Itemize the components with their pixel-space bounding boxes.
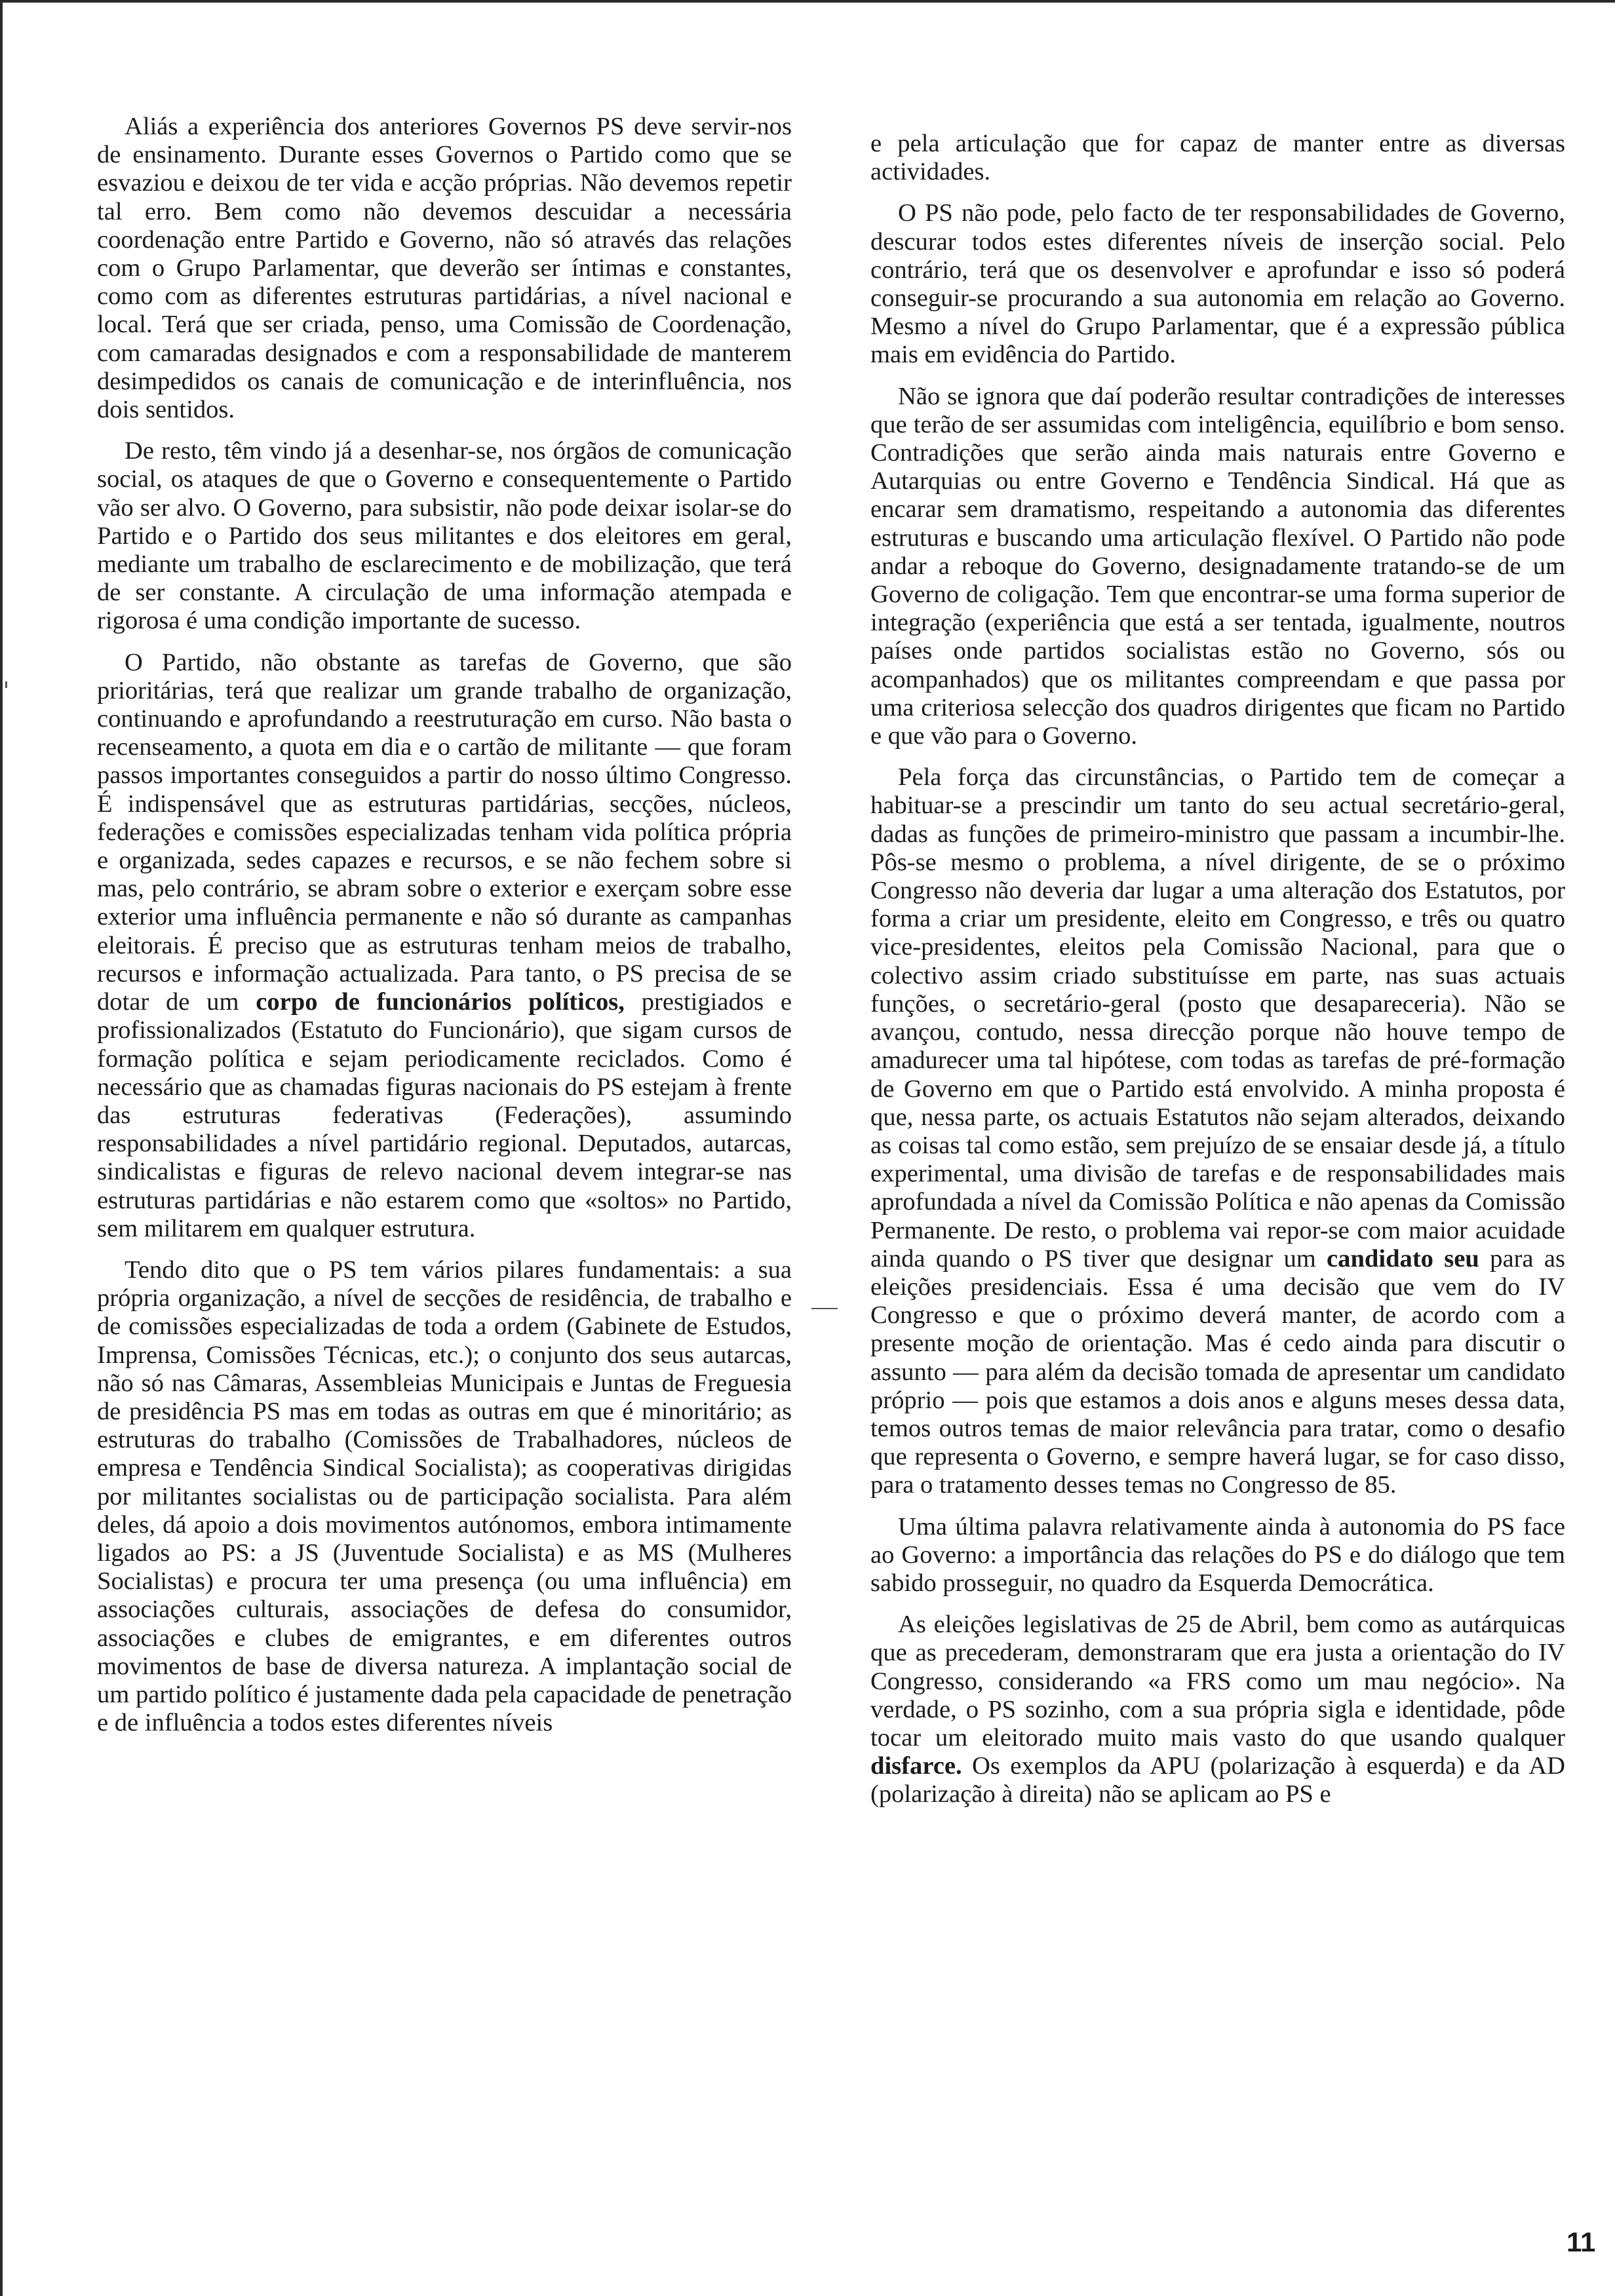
- paragraph-text: O Partido, não obstante as tarefas de Governo, que são prioritárias, terá que realizar um grande trabalho de organização, continuando e aprofundando a reestruturação em curso. Não basta o recenseamento, a quota em dia e o cartão de militante — que foram passos importantes conseguidos a partir do nosso último Congresso. É indispensável que as estruturas partidárias, secções, núcleos, federações e comissões especializadas tenham vida política própria e organizada, sedes capazes e recursos, e se não fechem sobre si mas, pelo contrário, se abram sobre o exterior e exerçam sobre esse exterior uma influência permanente e não só durante as campanhas eleitorais. É preciso que as estruturas tenham meios de trabalho, recursos e informação actualizada. Para tanto, o PS precisa de se dotar de um: [97, 648, 792, 1016]
- paragraph: e pela articulação que for capaz de manter entre as diversas actividades.: [870, 130, 1565, 186]
- bold-phrase: corpo de funcionários políticos,: [256, 988, 625, 1016]
- paragraph: [870, 763, 1565, 1499]
- bold-phrase: disfarce.: [870, 1752, 962, 1780]
- paragraph-text: para as eleições presidenciais. Essa é uma decisão que vem do IV Congresso e que o próximo deverá manter, de acordo com a presente moção de orientação. Mas é cedo ainda para discutir o assunto — para além da decisão tomada de apresentar um candidato próprio — pois que estamos a dois anos e alguns meses dessa data, temos outros temas de maior relevância para tratar, como o desafio que representa o Governo, e sempre haverá lugar, se for caso disso, para o tratamento desses temas no Congresso de 85.: [870, 1244, 1565, 1499]
- page-number: 11: [1566, 2227, 1596, 2257]
- paragraph: Aliás a experiência dos anteriores Governos PS deve servir-nos de ensinamento. Durante esses Governos o Partido como que se esvaziou e deixou de ter vida e acção próprias. Não devemos repetir tal erro. Bem como não devemos descuidar a necessária coordenação entre Partido e Governo, não só através das relações com o Grupo Parlamentar, que deverão ser íntimas e constantes, como com as diferentes estruturas partidárias, a nível nacional e local. Terá que ser criada, penso, uma Comissão de Coordenação, com camaradas designados e com a responsabilidade de manterem desimpedidos os canais de comunicação e de interinfluência, nos dois sentidos.: [97, 113, 792, 424]
- paragraph: [97, 649, 792, 1243]
- paragraph: [870, 1611, 1565, 1808]
- paragraph-text: prestigiados e profissionalizados (Estatuto do Funcionário), que sigam cursos de formação política e sejam periodicamente reciclados. Como é necessário que as chamadas figuras nacionais do PS estejam à frente das estruturas federativas (Federações), assumindo responsabilidades a nível partidário regional. Deputados, autarcas, sindicalistas e figuras de relevo nacional devem integrar-se nas estruturas partidárias e não estarem como que «soltos» no Partido, sem militarem em qualquer estrutura.: [97, 988, 792, 1242]
- page-top-border: [0, 0, 1615, 3]
- right-column: [870, 130, 1565, 1822]
- paragraph-text: As eleições legislativas de 25 de Abril, bem como as autárquicas que as precederam, demonstraram que era justa a orientação do IV Congresso, considerando «a FRS como um mau negócio». Na verdade, o PS sozinho, com a sua própria sigla e identidade, pôde tocar um eleitorado muito mais vasto do que usando qualquer: [870, 1611, 1565, 1751]
- page-left-border: [0, 0, 3, 2296]
- paragraph: O PS não pode, pelo facto de ter responsabilidades de Governo, descurar todos estes diferentes níveis de inserção social. Pelo contrário, terá que os desenvolver e aprofundar e isso só poderá conseguir-se procurando a sua autonomia em relação ao Governo. Mesmo a nível do Grupo Parlamentar, que é a expressão pública mais em evidência do Partido.: [870, 199, 1565, 369]
- paragraph: De resto, têm vindo já a desenhar-se, nos órgãos de comunicação social, os ataques de que o Governo e consequentemente o Partido vão ser alvo. O Governo, para subsistir, não pode deixar isolar-se do Partido e o Partido dos seus militantes e dos eleitores em geral, mediante um trabalho de esclarecimento e de mobilização, que terá de ser constante. A circulação de uma informação atempada e rigorosa é uma condição importante de sucesso.: [97, 437, 792, 635]
- bold-phrase: candidato seu: [1327, 1244, 1479, 1272]
- left-column: [97, 113, 792, 1750]
- paragraph: Não se ignora que daí poderão resultar contradições de interesses que terão de ser assumidas com inteligência, equilíbrio e bom senso. Contradições que serão ainda mais naturais entre Governo e Autarquias ou entre Governo e Tendência Sindical. Há que as encarar sem dramatismo, respeitando a autonomia das diferentes estruturas e buscando uma articulação flexível. O Partido não pode andar a reboque do Governo, designadamente tratando-se de um Governo de coligação. Tem que encontrar-se uma forma superior de integração (experiência que está a ser tentada, igualmente, noutros países onde partidos socialistas estão no Governo, sós ou acompanhados) que os militantes compreendam e que passa por uma criteriosa selecção dos quadros dirigentes que ficam no Partido e que vão para o Governo.: [870, 382, 1565, 750]
- scan-mark: [811, 1308, 838, 1309]
- paragraph-text: Pela força das circunstâncias, o Partido tem de começar a habituar-se a prescindir um tanto do seu actual secretário-geral, dadas as funções de primeiro-ministro que passam a incumbir-lhe. Pôs-se mesmo o problema, a nível dirigente, de se o próximo Congresso não deveria dar lugar a uma alteração dos Estatutos, por forma a criar um presidente, eleito em Congresso, e três ou quatro vice-presidentes, eleitos pela Comissão Nacional, para que o colectivo assim criado substituísse em parte, nas suas actuais funções, o secretário-geral (posto que desapareceria). Não se avançou, contudo, nessa direcção porque não houve tempo de amadurecer uma tal hipótese, com todas as tarefas de pré-formação de Governo em que o Partido está envolvido. A minha proposta é que, nessa parte, os actuais Estatutos não sejam alterados, deixando as coisas tal como estão, sem prejuízo de se ensaiar desde já, a título experimental, uma divisão de tarefas e de responsabilidades mais aprofundada a nível da Comissão Política e não apenas da Comissão Permanente. De resto, o problema vai repor-se com maior acuidade ainda quando o PS tiver que designar um: [870, 763, 1565, 1272]
- paragraph: Tendo dito que o PS tem vários pilares fundamentais: a sua própria organização, a nível de secções de residência, de trabalho e de comissões especializadas de toda a ordem (Gabinete de Estudos, Imprensa, Comissões Técnicas, etc.); o conjunto dos seus autarcas, não só nas Câmaras, Assembleias Municipais e Juntas de Freguesia de presidência PS mas em todas as outras em que é minoritário; as estruturas do trabalho (Comissões de Trabalhadores, núcleos de empresa e Tendência Sindical Socialista); as cooperativas dirigidas por militantes socialistas ou de participação socialista. Para além deles, dá apoio a dois movimentos autónomos, embora intimamente ligados ao PS: a JS (Juventude Socialista) e as MS (Mulheres Socialistas) e procura ter uma presença (ou uma influência) em associações culturais, associações de defesa do consumidor, associações e clubes de emigrantes, e em diferentes outros movimentos de base de diversa natureza. A implantação social de um partido político é justamente dada pela capacidade de penetração e de influência a todos estes diferentes níveis: [97, 1255, 792, 1737]
- scan-mark: [5, 681, 7, 688]
- paragraph-text: Os exemplos da APU (polarização à esquerda) e da AD (polarização à direita) não se aplicam ao PS e: [870, 1752, 1565, 1808]
- paragraph: Uma última palavra relativamente ainda à autonomia do PS face ao Governo: a importância das relações do PS e do diálogo que tem sabido prosseguir, no quadro da Esquerda Democrática.: [870, 1512, 1565, 1597]
